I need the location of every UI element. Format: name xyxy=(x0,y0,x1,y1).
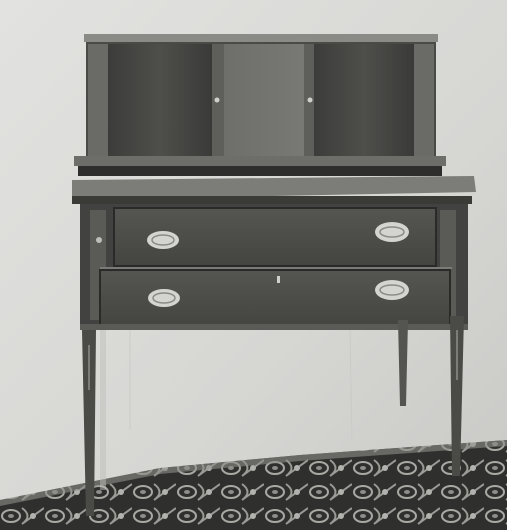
left-tambour-door xyxy=(108,44,212,158)
drawer-pull xyxy=(148,289,180,307)
knob xyxy=(308,98,313,103)
center-compartment xyxy=(224,44,304,158)
drawer-pull xyxy=(375,280,409,300)
drawer-pull xyxy=(147,231,179,249)
keyhole xyxy=(277,276,280,283)
drawer-pull xyxy=(375,222,409,242)
tambour-gallery xyxy=(74,34,446,176)
knob xyxy=(215,98,220,103)
desk-top xyxy=(72,176,476,204)
right-tambour-door xyxy=(314,44,414,158)
desk-body xyxy=(80,204,468,330)
